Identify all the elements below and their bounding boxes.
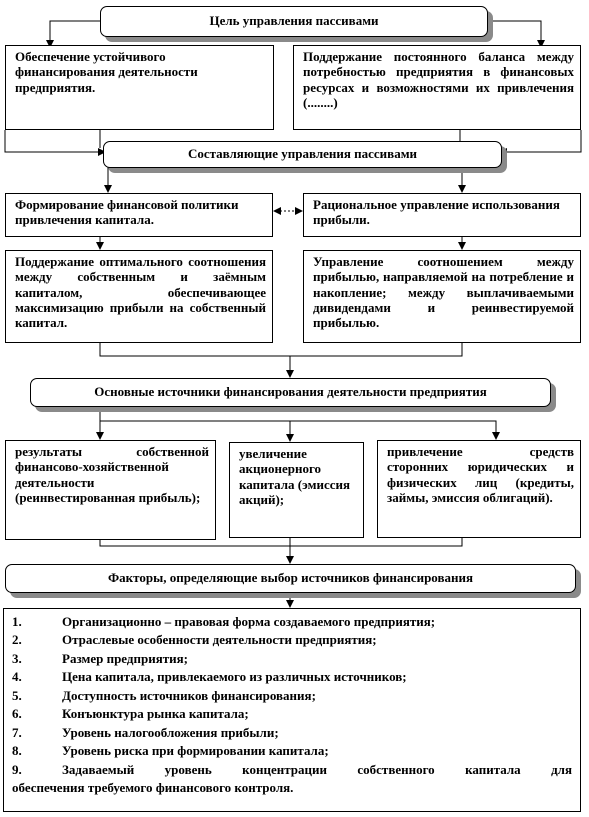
factor-num: 7. bbox=[12, 724, 22, 740]
factor-item bbox=[12, 668, 572, 686]
sources-title: Основные источники финансирования деятельности предприятия bbox=[94, 384, 487, 400]
factor-text: Размер предприятия; bbox=[62, 650, 188, 666]
factor-item bbox=[12, 631, 572, 649]
sources-header bbox=[30, 378, 551, 407]
factor-num: 9. bbox=[12, 761, 22, 777]
factor-item bbox=[12, 705, 572, 723]
factor-num: 1. bbox=[12, 614, 22, 629]
component-detail-box-1 bbox=[5, 250, 273, 343]
factors-title: Факторы, определяющие выбор источников финансирования bbox=[107, 570, 474, 586]
factor-text: Отраслевые особенности деятельности предприятия; bbox=[62, 632, 377, 648]
source-box-2 bbox=[229, 442, 364, 538]
component-detail-text-1: Поддержание оптимального соотношения между собственным и заёмным капиталом, обеспечивающее максимизацию прибыли на собственный капитал. bbox=[15, 254, 266, 331]
source-text-2: увеличение акционерного капитала (эмиссия акций); bbox=[239, 446, 351, 507]
component-detail-box-2 bbox=[303, 250, 581, 343]
component-text-1: Формирование финансовой политики привлечения капитала. bbox=[15, 197, 239, 228]
factor-item bbox=[12, 742, 572, 760]
goal-title: Цель управления пассивами bbox=[209, 13, 379, 29]
factor-item bbox=[12, 724, 572, 742]
factor-num: 5. bbox=[12, 687, 22, 703]
factor-num: 6. bbox=[12, 706, 22, 722]
factor-text: Задаваемый уровень концентрации собственного капитала для bbox=[62, 761, 572, 777]
factor-text: Уровень риска при формировании капитала; bbox=[62, 743, 329, 759]
components-header bbox=[103, 141, 502, 168]
source-box-3 bbox=[377, 440, 581, 538]
factor-item-last-continued: обеспечения требуемого финансового контроля. bbox=[12, 780, 294, 796]
component-box-1 bbox=[5, 193, 273, 237]
component-box-2 bbox=[303, 193, 581, 237]
factor-text: Организационно – правовая форма создаваемого предприятия; bbox=[62, 614, 436, 629]
factor-num: 3. bbox=[12, 650, 22, 666]
factor-item bbox=[12, 613, 572, 631]
goal-item-text-1: Обеспечение устойчивого финансирования деятельности предприятия. bbox=[15, 49, 198, 95]
factor-item bbox=[12, 687, 572, 705]
factor-item bbox=[12, 650, 572, 668]
factor-num: 8. bbox=[12, 743, 22, 759]
goal-header bbox=[100, 6, 488, 37]
factor-text: Цена капитала, привлекаемого из различных источников; bbox=[62, 669, 407, 685]
goal-item-box-2 bbox=[293, 45, 581, 130]
factor-num: 4. bbox=[12, 669, 22, 685]
factors-list bbox=[3, 608, 581, 812]
goal-item-box-1 bbox=[5, 45, 274, 130]
factors-header bbox=[5, 564, 576, 593]
factor-text: Уровень налогообложения прибыли; bbox=[62, 724, 279, 740]
factor-num: 2. bbox=[12, 632, 22, 648]
source-text-1: результаты собственной финансово-хозяйственной деятельности (реинвестированная прибыль); bbox=[15, 444, 209, 505]
goal-item-text-2: Поддержание постоянного баланса между потребностью предприятия в финансовых ресурсах и возможностями их привлечения (........) bbox=[303, 49, 574, 110]
component-text-2: Рациональное управление использования прибыли. bbox=[313, 197, 560, 228]
factor-text: Доступность источников финансирования; bbox=[62, 687, 316, 703]
components-title: Составляющие управления пассивами bbox=[187, 146, 418, 162]
component-detail-text-2: Управление соотношением между прибылью, направляемой на потребление и накопление; между выплачиваемыми дивидендами и реинвестируемой прибылью. bbox=[313, 254, 574, 331]
source-text-3: привлечение средств сторонних юридических и физических лиц (кредиты, займы, эмиссия облигаций). bbox=[387, 444, 574, 505]
factor-text: Конъюнктура рынка капитала; bbox=[62, 706, 249, 722]
source-box-1 bbox=[5, 440, 216, 540]
factor-item-last bbox=[12, 761, 572, 779]
